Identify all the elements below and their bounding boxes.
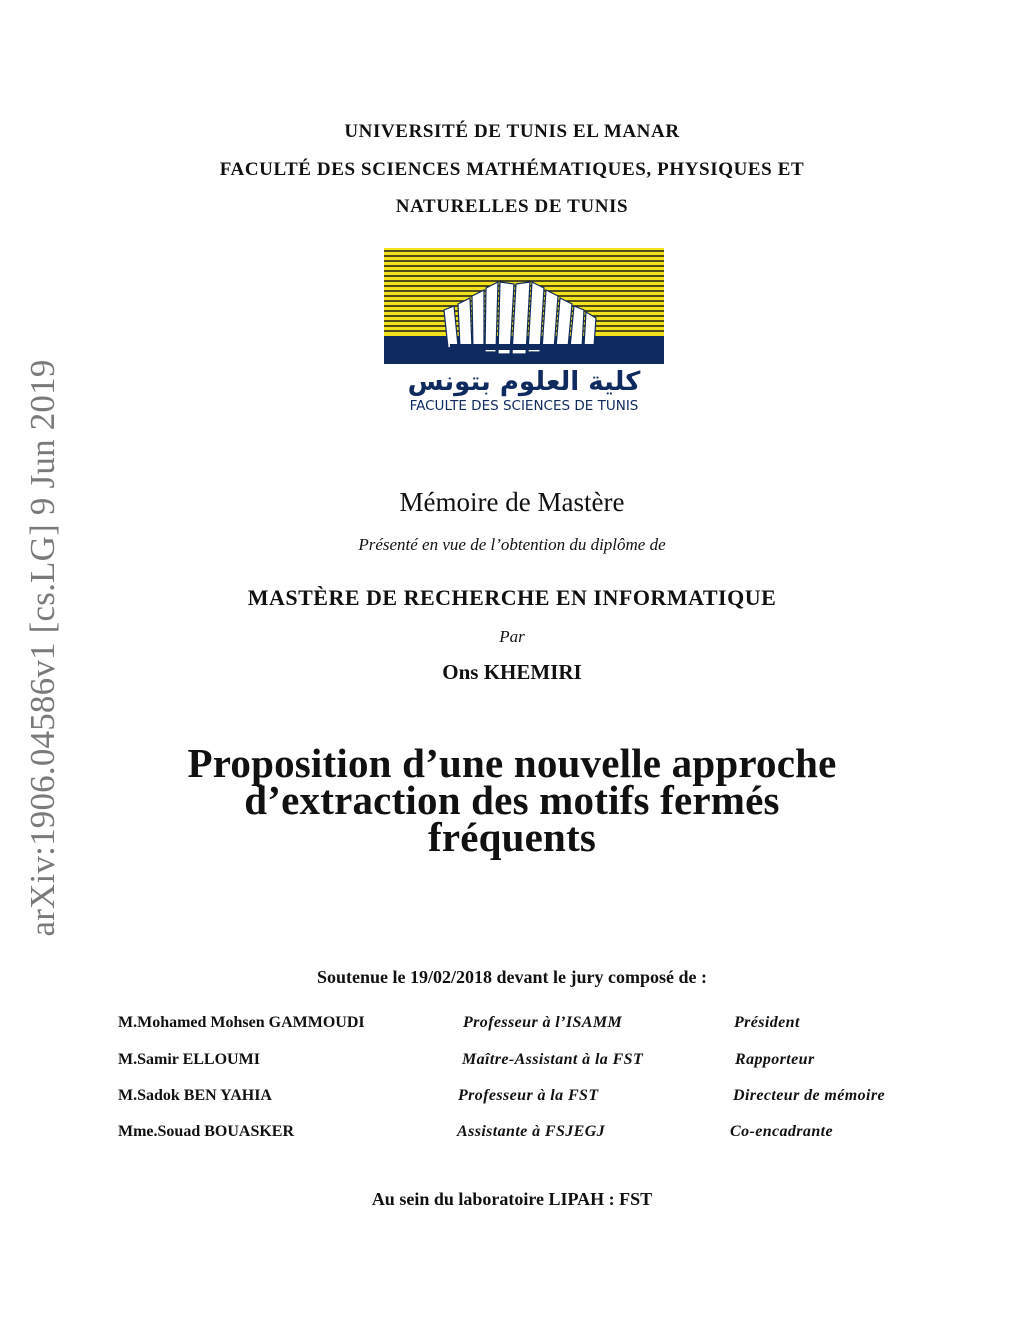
par-label: Par [499,627,525,646]
jury-name: M.Sadok BEN YAHIA [118,1087,272,1104]
master-degree: MASTÈRE DE RECHERCHE EN INFORMATIQUE [247,585,777,610]
jury-role: Directeur de mémoire [733,1087,885,1104]
laboratory: Au sein du laboratoire LIPAH : FST [371,1189,653,1209]
defense-statement: Soutenue le 19/02/2018 devant le jury composé de : [317,967,707,987]
jury-position: Assistante à FSJEGJ [457,1123,606,1140]
jury-role: Co-encadrante [730,1123,833,1140]
author-name: Ons KHEMIRI [442,660,582,684]
jury-position: Professeur à l’ISAMM [463,1014,623,1031]
faculty-name-line2: NATURELLES DE TUNIS [395,196,629,217]
presente-text: Présenté en vue de l’obtention du diplôme de [358,535,666,554]
jury-row [0,1014,1024,1034]
jury-role: Président [734,1014,800,1031]
logo-caption: FACULTE DES SCIENCES DE TUNIS [409,398,639,414]
jury-role: Rapporteur [735,1051,815,1068]
thesis-title-line1: Proposition d’une nouvelle approche [187,740,837,786]
thesis-title-line2: d’extraction des motifs fermés [244,777,780,823]
jury-row [0,1123,1024,1143]
memoire-title: Mémoire de Mastère [399,487,625,517]
logo-arabic: كلية العلوم بتونس [407,367,641,397]
jury-name: Mme.Souad BOUASKER [118,1123,295,1140]
faculty-logo-graphic [384,248,664,416]
jury-position: Professeur à la FST [458,1087,599,1104]
jury-row [0,1051,1024,1071]
arxiv-stamp: arXiv:1906.04586v1 [cs.LG] 9 Jun 2019 [23,359,62,937]
jury-row [0,1087,1024,1107]
thesis-title [0,740,1024,860]
university-name: UNIVERSITÉ DE TUNIS EL MANAR [344,121,680,142]
jury-name: M.Mohamed Mohsen GAMMOUDI [118,1014,365,1031]
jury-position: Maître-Assistant à la FST [462,1051,644,1068]
jury-name: M.Samir ELLOUMI [118,1051,260,1068]
faculty-name-line1: FACULTÉ DES SCIENCES MATHÉMATIQUES, PHYSIQUES ET [219,159,805,180]
faculty-logo [384,248,664,416]
thesis-title-line3: fréquents [427,814,597,860]
